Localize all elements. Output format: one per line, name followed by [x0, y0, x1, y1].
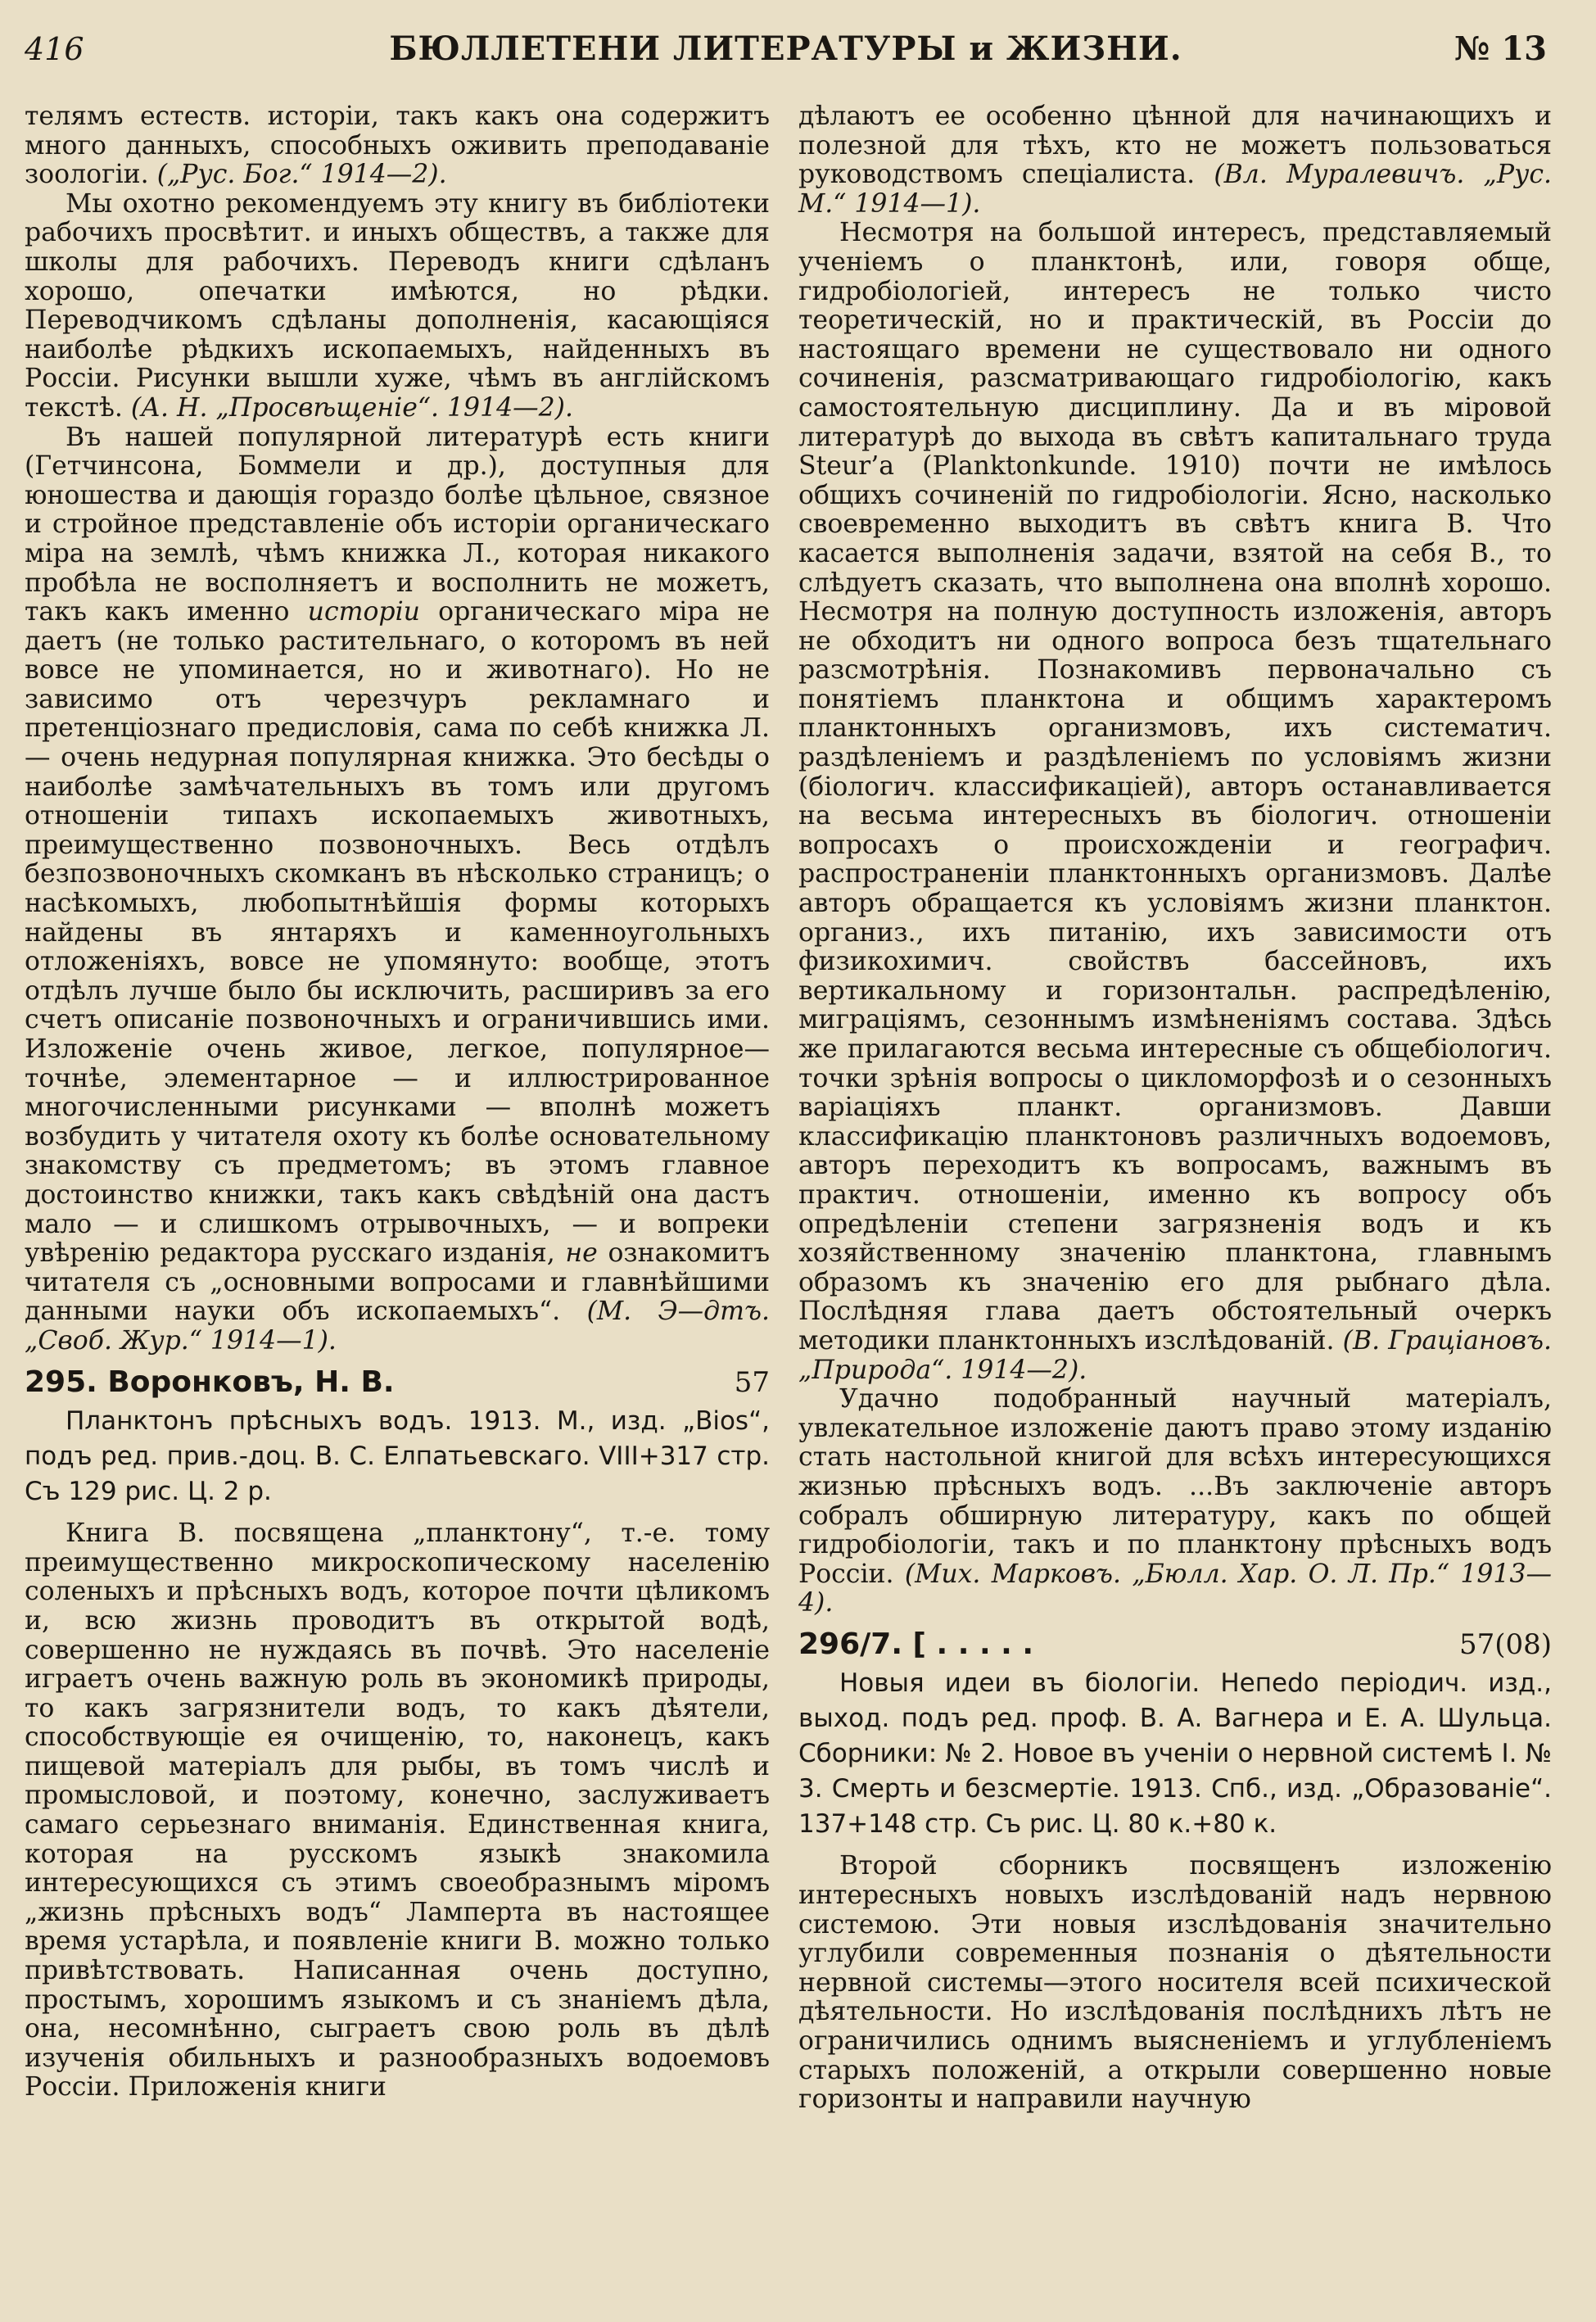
- classification-code: 57(08): [1458, 1627, 1552, 1661]
- running-title: БЮЛЛЕТЕНИ ЛИТЕРАТУРЫ и ЖИЗНИ.: [389, 29, 1182, 68]
- page-header: [25, 23, 1547, 80]
- review-paragraph: Книга В. посвящена „планктону“, т.-е. тому преимущественно микроскопическому населенію соленыхъ и прѣсныхъ водъ, которое почти цѣликомъ и, всю жизнь проводитъ въ открытой водѣ, совершенно не нуждаясь въ почвѣ. Это населеніе играетъ очень важную роль въ экономикѣ природы, то какъ загрязнители водъ, то какъ дѣятели, способствующіе ея очищенію, то, наконецъ, какъ пищевой матеріалъ для рыбы, въ томъ числѣ и промысловой, и поэтому, конечно, заслуживаетъ самаго серьезнаго вниманія. Единственная книга, которая на русскомъ языкѣ знакомила интересующихся съ этимъ своеобразнымъ міромъ „жизнь прѣсныхъ водъ“ Ламперта въ настоящее время устарѣла, и появленіе книги В. можно только привѣтствовать. Написанная очень доступно, простымъ, хорошимъ языкомъ и съ знаніемъ дѣла, она, несомнѣнно, сыграетъ свою роль въ дѣлѣ изученія обильныхъ и разнообразныхъ водоемовъ Россіи. Приложенія книги: [25, 1519, 770, 2102]
- entry-heading-296: [798, 1627, 1552, 1661]
- entry-title: 295. Воронковъ, Н. В.: [25, 1365, 395, 1399]
- review-source: (В. Граціановъ. „Природа“. 1914—2).: [798, 1325, 1552, 1385]
- entry-heading-295: [25, 1365, 770, 1399]
- review-paragraph: Мы охотно рекомендуемъ эту книгу въ библіотеки рабочихъ просвѣтит. и иныхъ обществъ, а также для школы для рабочихъ. Переводъ книги сдѣланъ хорошо, опечатки имѣются, но рѣдки. Переводчикомъ сдѣланы дополненія, касающіяся наиболѣе рѣдкихъ ископаемыхъ, найденныхъ въ Россіи. Рисунки вышли хуже, чѣмъ въ англійскомъ текстѣ. (А. Н. „Просвѣщеніе“. 1914—2).: [25, 188, 770, 423]
- classification-code: 57: [734, 1365, 770, 1399]
- entry-title: 296/7. [ . . . . .: [798, 1627, 1034, 1661]
- review-paragraph: телямъ естеств. исторіи, такъ какъ она содержитъ много данныхъ, способныхъ оживить преподаваніе зоологіи. („Рус. Бог.“ 1914—2).: [25, 102, 770, 190]
- review-source: (Мих. Марковъ. „Бюлл. Хар. О. Л. Пр.“ 1913—4).: [798, 1559, 1553, 1618]
- review-source: (М. Э—дтъ. „Своб. Жур.“ 1914—1).: [25, 1297, 770, 1356]
- issue-number: № 13: [1454, 29, 1547, 68]
- review-source: („Рус. Бог.“ 1914—2).: [156, 160, 447, 190]
- page-number: 416: [25, 31, 84, 67]
- review-source: (А. Н. „Просвѣщеніе“. 1914—2).: [130, 392, 573, 423]
- review-paragraph: Въ нашей популярной литературѣ есть книги (Гетчинсона, Боммели и др.), доступныя для юношества и дающія гораздо болѣе цѣльное, связное и стройное представленіе объ исторіи органическаго міра на землѣ, чѣмъ книжка Л., которая никакого пробѣла не восполняетъ и восполнить не можетъ, такъ какъ именно исторіи органическаго міра не даетъ (не только растительнаго, о которомъ въ ней вовсе не упоминается, но и животнаго). Но не зависимо отъ черезчуръ рекламнаго и претенціознаго предисловія, сама по себѣ книжка Л. — очень недурная популярная книжка. Это бесѣды о наиболѣе замѣчательныхъ въ томъ или другомъ отношеніи типахъ ископаемыхъ животныхъ, преимущественно позвоночныхъ. Весь отдѣлъ безпозвоночныхъ скомканъ въ нѣсколько страницъ; о насѣкомыхъ, любопытнѣйшія формы которыхъ найдены въ янтаряхъ и каменноугольныхъ отложеніяхъ, вовсе не упомянуто: вообще, этотъ отдѣлъ лучше было бы исключить, расширивъ за его счетъ описаніе позвоночныхъ и ограничившись ими. Изложеніе очень живое, легкое, популярное—точнѣе, элементарное — и иллюстрированное многочисленными рисунками — вполнѣ можетъ возбудить у читателя охоту къ болѣе основательному знакомству съ предметомъ; въ этомъ главное достоинство книжки, такъ какъ свѣдѣній она дастъ мало — и слишкомъ отрывочныхъ, — и вопреки увѣренію редактора русскаго изданія, не ознакомитъ читателя съ „основными вопросами и главнѣйшими данными науки объ ископаемыхъ“. (М. Э—дтъ. „Своб. Жур.“ 1914—1).: [25, 422, 771, 1356]
- review-paragraph: Удачно подобранный научный матеріалъ, увлекательное изложеніе даютъ право этому изданію стать настольной книгой для всѣхъ интересующихся жизнью прѣсныхъ водъ. ...Въ заключеніе авторъ собралъ обширную литературу, какъ по общей гидробіологіи, такъ и по планктону прѣсныхъ водъ Россіи. (Мих. Марковъ. „Бюлл. Хар. О. Л. Пр.“ 1913—4).: [798, 1384, 1553, 1618]
- review-paragraph: дѣлаютъ ее особенно цѣнной для начинающихъ и полезной для тѣхъ, кто не можетъ пользоваться руководствомъ спеціалиста. (Вл. Муралевичъ. „Рус. М.“ 1914—1).: [798, 102, 1552, 219]
- left-column: [25, 102, 770, 2102]
- review-paragraph: Несмотря на большой интересъ, представляемый ученіемъ о планктонѣ, или, говоря обще, гидробіологіей, интересъ не только чисто теоретическій, но и практическій, въ Россіи до настоящаго времени не существовало ни одного сочиненія, разсматривающаго гидробіологію, какъ самостоятельную дисциплину. Да и въ міровой литературѣ до выхода въ свѣтъ капитальнаго труда Steur’a (Planktonkunde. 1910) почти не имѣлось общихъ сочиненій по гидробіологіи. Ясно, насколько своевременно выходитъ въ свѣтъ книга В. Что касается выполненія задачи, взятой на себя В., то слѣдуетъ сказать, что выполнена она вполнѣ хорошо. Несмотря на полную доступность изложенія, авторъ не обходитъ ни одного вопроса безъ тщательнаго разсмотрѣнія. Познакомивъ первоначально съ понятіемъ планктона и общимъ характеромъ планктонныхъ организмовъ, ихъ систематич. раздѣленіемъ и раздѣленіемъ по условіямъ жизни (біологич. классификаціей), авторъ останавливается на весьма интересныхъ въ біологич. отношеніи вопросахъ о происхожденіи и географич. распространеніи планктонныхъ организмовъ. Далѣе авторъ обращается къ условіямъ жизни планктон. организ., ихъ питанію, ихъ зависимости отъ физикохимич. свойствъ бассейновъ, ихъ вертикальному и горизонтальн. распредѣленію, миграціямъ, сезоннымъ измѣненіямъ состава. Здѣсь же прилагаются весьма интересные съ общебіологич. точки зрѣнія вопросы о цикломорфозѣ и о сезонныхъ варіаціяхъ планкт. организмовъ. Давши классификацію планктоновъ различныхъ водоемовъ, авторъ переходитъ къ вопросамъ, важнымъ въ практич. отношеніи, именно къ вопросу объ опредѣленіи степени загрязненія водъ и къ хозяйственному значенію планктона, главнымъ образомъ къ значенію его для рыбнаго дѣла. Послѣдняя глава даетъ обстоятельный очеркъ методики планктонныхъ изслѣдованій. (В. Граціановъ. „Природа“. 1914—2).: [798, 218, 1552, 1385]
- review-source: (Вл. Муралевичъ. „Рус. М.“ 1914—1).: [798, 160, 1552, 219]
- bibliographic-entry: Новыя идеи въ біологіи. Непеdo періодич. изд., выход. подъ ред. проф. В. А. Вагнера и Е. А. Шульца. Сборники: № 2. Новое въ ученіи о нервной системѣ I. № 3. Смерть и безсмертіе. 1913. Спб., изд. „Образованіе“. 137+148 стр. Съ рис. Ц. 80 к.+80 к.: [798, 1668, 1552, 1840]
- right-column: [798, 102, 1552, 2115]
- review-paragraph: Второй сборникъ посвященъ изложенію интересныхъ новыхъ изслѣдованій надъ нервною системою. Эти новыя изслѣдованія значительно углубили современныя познанія о дѣятельности нервной системы—этого носителя всей психической дѣятельности. Но изслѣдованія послѣднихъ лѣтъ не ограничились однимъ выясненіемъ и углубленіемъ старыхъ положеній, а открыли совершенно новые горизонты и направили научную: [798, 1851, 1552, 2115]
- bibliographic-entry: Планктонъ прѣсныхъ водъ. 1913. М., изд. „Bios“, подъ ред. прив.-доц. В. С. Елпатьевскаго. VIII+317 стр. Съ 129 рис. Ц. 2 р.: [25, 1406, 770, 1507]
